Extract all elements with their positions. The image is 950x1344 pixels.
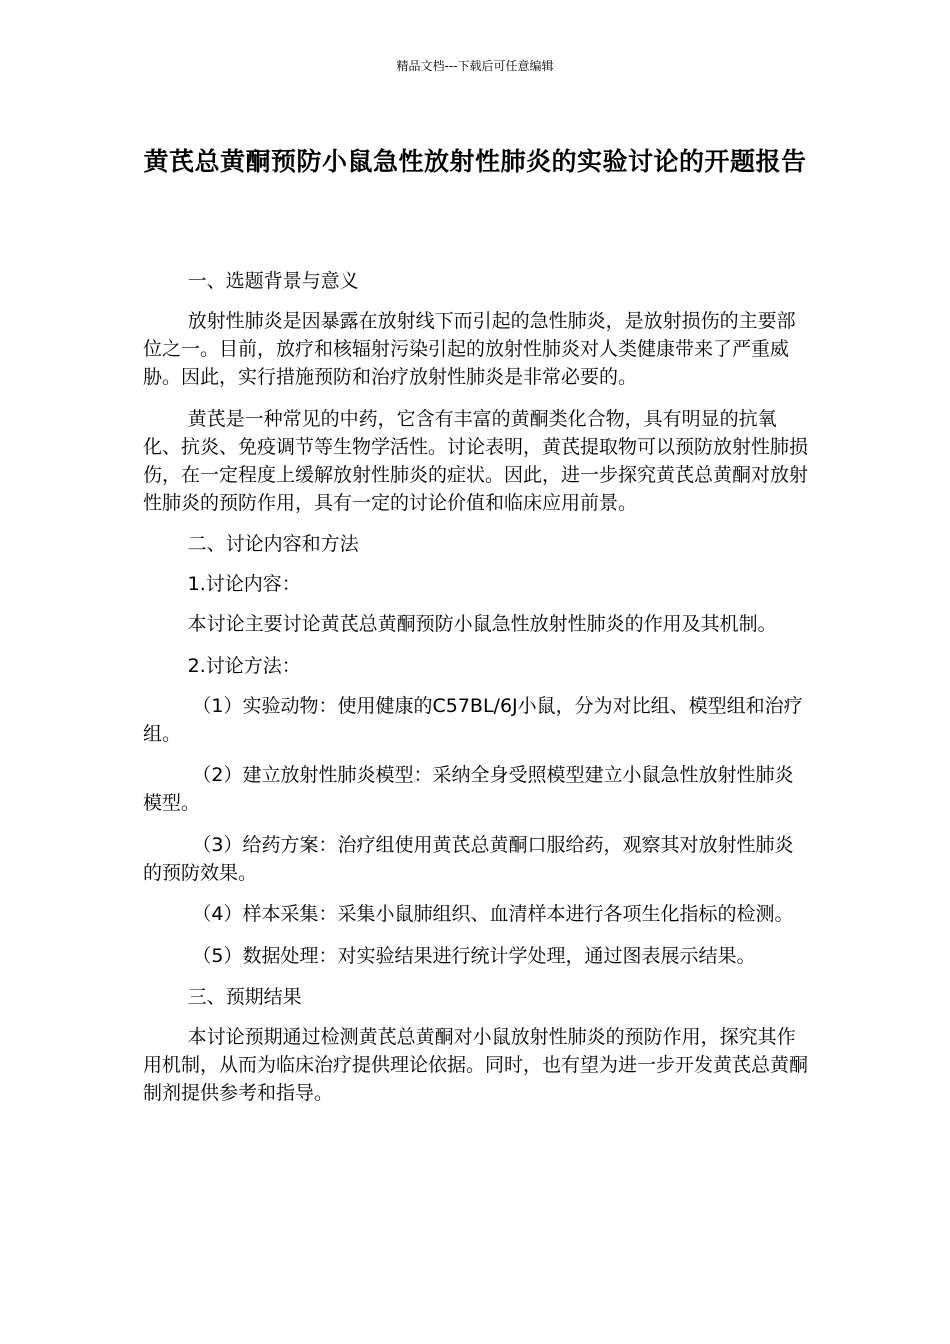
header-note: 精品文档---下载后可任意编辑 (396, 59, 554, 73)
method-item-2: （2）建立放射性肺炎模型：采纳全身受照模型建立小鼠急性放射性肺炎模型。 (143, 764, 794, 814)
document-title: 黄芪总黄酮预防小鼠急性放射性肺炎的实验讨论的开题报告 (143, 147, 807, 176)
paragraph-background-2: 黄芪是一种常见的中药，它含有丰富的黄酮类化合物，具有明显的抗氧化、抗炎、免疫调节等生物学活性。讨论表明，黄芪提取物可以预防放射性肺损伤，在一定程度上缓解放射性肺炎的症状。因此，进一步探究黄芪总黄酮对放射性肺炎的预防作用，具有一定的讨论价值和临床应用前景。 (143, 407, 809, 514)
method-item-5: （5）数据处理：对实验结果进行统计学处理，通过图表展示结果。 (192, 944, 756, 967)
method-item-3: （3）给药方案：治疗组使用黄芪总黄酮口服给药，观察其对放射性肺炎的预防效果。 (143, 833, 794, 884)
paragraph-content: 本讨论主要讨论黄芪总黄酮预防小鼠急性放射性肺炎的作用及其机制。 (187, 613, 777, 635)
subheading-methods: 2.讨论方法： (187, 654, 301, 677)
paragraph-expected-results: 本讨论预期通过检测黄芪总黄酮对小鼠放射性肺炎的预防作用，探究其作用机制，从而为临床治疗提供理论依据。同时，也有望为进一步开发黄芪总黄酮制剂提供参考和指导。 (143, 1026, 809, 1104)
method-item-1: （1）实验动物：使用健康的C57BL/6J小鼠，分为对比组、模型组和治疗组。 (143, 694, 803, 745)
document-body (143, 267, 809, 1121)
method-item-4: （4）样本采集：采集小鼠肺组织、血清样本进行各项生化指标的检测。 (192, 903, 794, 925)
section-heading-expected-results: 三、预期结果 (187, 986, 302, 1008)
paragraph-background-1: 放射性肺炎是因暴露在放射线下而引起的急性肺炎，是放射损伤的主要部位之一。目前，放疗和核辐射污染引起的放射性肺炎对人类健康带来了严重威胁。因此，实行措施预防和治疗放射性肺炎是非常必要的。 (143, 310, 796, 388)
section-heading-content-methods: 二、讨论内容和方法 (187, 533, 359, 555)
section-heading-background: 一、选题背景与意义 (187, 270, 359, 292)
subheading-content: 1.讨论内容： (187, 573, 301, 595)
